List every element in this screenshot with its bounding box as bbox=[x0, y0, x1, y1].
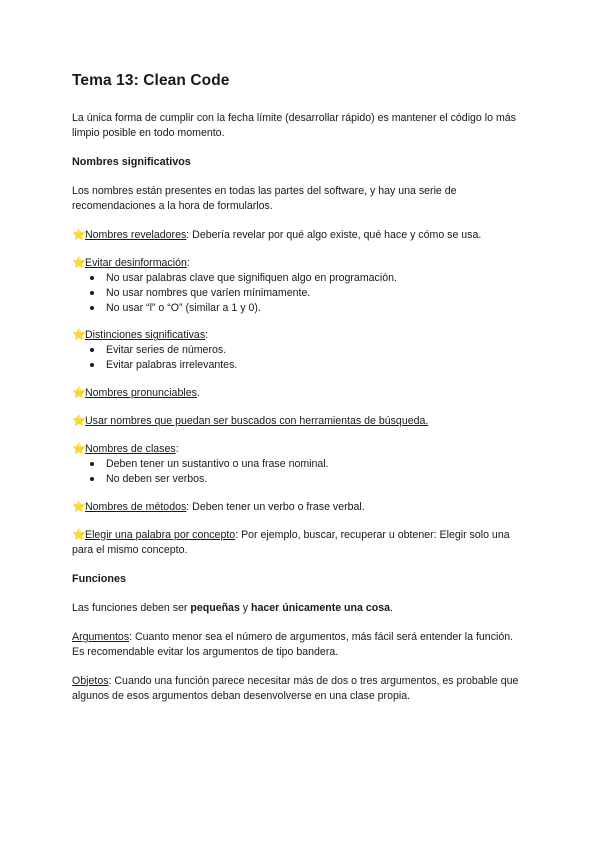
tip-text: Debería revelar por qué algo existe, qué hace y cómo se usa. bbox=[192, 229, 482, 241]
tip-title: Nombres reveladores bbox=[85, 229, 187, 241]
tip-title: Distinciones significativas bbox=[85, 329, 206, 342]
objetos-paragraph: Objetos: Cuando una función parece necesitar más de dos o tres argumentos, es probable que algunos de esos argumentos deban desenvolverse en una clase propia. bbox=[72, 674, 519, 702]
bullet-list bbox=[72, 457, 528, 487]
list-item: No deben ser verbos. bbox=[106, 472, 528, 487]
tip-item: ⭐Nombres de métodos: Deben tener un verbo o frase verbal. bbox=[72, 500, 365, 513]
page-title: Tema 13: Clean Code bbox=[72, 72, 230, 89]
tip-text: Deben tener un verbo o frase verbal. bbox=[192, 500, 365, 513]
star-icon: ⭐ bbox=[72, 528, 86, 541]
list-item: No usar palabras clave que signifiquen algo en programación. bbox=[106, 271, 528, 286]
argumentos-paragraph: Argumentos: Cuanto menor sea el número de argumentos, más fácil será entender la función. Es recomendable evitar los argumentos de tipo bandera. bbox=[72, 630, 514, 658]
intro-paragraph: La única forma de cumplir con la fecha límite (desarrollar rápido) es mantener el código lo más limpio posible en todo momento. bbox=[72, 112, 516, 139]
star-icon: ⭐ bbox=[72, 500, 86, 513]
section-heading-nombres: Nombres significativos bbox=[72, 156, 191, 168]
tip-item: ⭐Nombres reveladores: Debería revelar por qué algo existe, qué hace y cómo se usa. bbox=[72, 229, 482, 241]
section-heading-funciones: Funciones bbox=[72, 572, 126, 585]
tip-item: ⭐Elegir una palabra por concepto: Por ejemplo, buscar, recuperar u obtener: Elegir solo una para el mismo concepto. bbox=[72, 528, 510, 556]
tip-item bbox=[72, 414, 528, 429]
list-item: No usar “l” o “O” (similar a 1 y 0). bbox=[106, 301, 528, 316]
section-intro-funciones: Las funciones deben ser pequeñas y hacer únicamente una cosa. bbox=[72, 601, 393, 614]
star-icon: ⭐ bbox=[72, 329, 86, 342]
tip-title: Elegir una palabra por concepto bbox=[85, 528, 236, 541]
tip-item: ⭐Distinciones significativas: bbox=[72, 329, 209, 342]
tip-title: Evitar desinformación bbox=[85, 257, 187, 269]
list-item: Deben tener un sustantivo o una frase nominal. bbox=[106, 457, 528, 472]
argumentos-title: Argumentos bbox=[72, 630, 130, 643]
tip-item: ⭐Nombres pronunciables. bbox=[72, 386, 200, 399]
section-intro-nombres: Los nombres están presentes en todas las partes del software, y hay una serie de recomendaciones a la hora de formularlos. bbox=[72, 185, 457, 212]
tip-title: Nombres de métodos bbox=[85, 500, 187, 513]
star-icon: ⭐ bbox=[72, 257, 86, 269]
star-icon: ⭐ bbox=[72, 414, 86, 427]
tip-item: ⭐Nombres de clases: bbox=[72, 442, 179, 455]
list-item: Evitar series de números. bbox=[106, 343, 528, 358]
star-icon: ⭐ bbox=[72, 442, 86, 455]
tip-title: Nombres pronunciables bbox=[85, 386, 197, 399]
tip-title: Nombres de clases bbox=[85, 442, 176, 455]
tip-item: ⭐Evitar desinformación: bbox=[72, 257, 190, 269]
star-icon: ⭐ bbox=[72, 386, 86, 399]
bullet-list bbox=[72, 271, 528, 315]
objetos-title: Objetos bbox=[72, 674, 109, 687]
tip-text: Por ejemplo, buscar, recuperar u obtener: Elegir solo una para el mismo concepto. bbox=[72, 528, 510, 556]
list-item: Evitar palabras irrelevantes. bbox=[106, 358, 528, 373]
list-item: No usar nombres que varíen mínimamente. bbox=[106, 286, 528, 301]
bullet-list bbox=[72, 343, 528, 373]
tip-title: Usar nombres que puedan ser buscados con herramientas de búsqueda. bbox=[85, 414, 429, 427]
star-icon: ⭐ bbox=[72, 229, 86, 241]
